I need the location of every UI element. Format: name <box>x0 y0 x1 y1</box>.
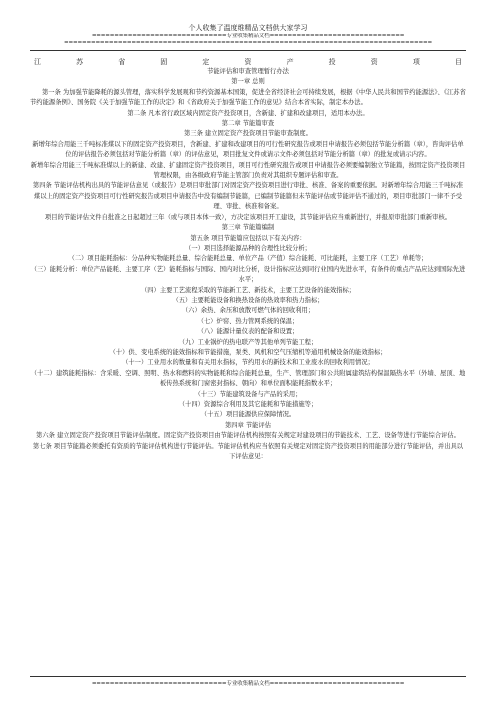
chapter-heading: 第一章 总则 <box>231 78 265 86</box>
article-paragraph: 第二条 凡本省行政区域内固定资产投资项目，含新建、扩建和改建项目，适用本办法。 <box>127 109 369 117</box>
list-item: （三）能耗分析：单位产品能耗、主要工序（艺）能耗指标与国际、国内对比分析，设计指标应达到同行业国内先进水平，有条件的重点产品应达到国际先进水平； <box>30 265 466 284</box>
article-paragraph: 第七条 项目节能篇必须委托有资质的节能评估机构进行节能评估。节能评估机构应当依照有关规定对固定资产投资项目的用能部分进行节能评估，并出具以下评估意见： <box>32 442 464 461</box>
title-char: 固 <box>160 58 168 66</box>
title-char: 产 <box>286 58 294 66</box>
chapter-heading: 第四章 节能评估 <box>224 421 272 429</box>
footer-rule-line: ==============================专业收集精品文档============================== <box>30 676 466 687</box>
article-paragraph: 第一条 为加强节能降耗的源头管理，落实科学发展观和节约资源基本国策，促进全省经济社会可持续发展，根据《中华人民共和国节约能源法》、《江苏省节约能源条例》、国务院《关于加强节能工作的决定》和《省政府关于加强节能工作的意见》结合本省实际，制定本办法。 <box>30 88 466 107</box>
body-paragraph: 项目的节能评估文件自批准之日起超过三年（或与项目本体一致），方决定该项目开工建设，其节能评估应当重新进行，并报原审批部门重新审核。 <box>44 213 452 221</box>
list-item: （十二）建筑能耗指标：含采暖、空调、照明、热水和燃料的实物能耗和综合能耗总量，生产、管理部门和公共附属建筑结构保温隔热水平（外墙、屋顶、地板传热系统和门窗密封指标、朝向）和单位面积能耗指数水平； <box>30 369 466 388</box>
header-rule-line: ==============================专业收集精品文档============================== <box>91 33 405 39</box>
title-char: 目 <box>454 58 462 66</box>
title-char: 省 <box>118 58 126 66</box>
list-item: （十五）项目能源供应保障情况。 <box>200 411 296 419</box>
list-item: （一）项目选择能源品种的合理性比较分析； <box>185 244 311 252</box>
title-char: 资 <box>244 58 252 66</box>
list-item: （十四）资源综合利用及其它能耗和节能措施等； <box>178 401 318 408</box>
list-item: （十）供、变电系统的能效指标和节能措施，泵类、风机和空气压缩机等通用机械设备的能效指标； <box>109 348 387 356</box>
title-char: 定 <box>202 58 210 66</box>
document-subtitle: 节能评估和审查管理暂行办法 <box>207 68 289 75</box>
body-paragraph: 新增年综合用能三千吨标准煤以下的固定资产投资项目，含新建、扩建和改建项目的可行性研究报告或项目申请报告必须包括节能分析篇（章），咨询评估单位的评估报告必须包括对节能分析篇（章）的评估意见，项目批复文件或请示文件必须包括对节能分析篇（章）的批复或请示内容。 <box>32 140 464 159</box>
list-item: （十三）节能建筑设备与产品的采用； <box>194 390 302 398</box>
chapter-heading: 第二章 节能篇审查 <box>221 120 275 128</box>
article-paragraph: 第三条 建立固定资产投资项目节能审查制度。 <box>184 130 312 138</box>
article-paragraph: 第四条 节能评估机构出具的节能评估意见（或报告）是项目审批部门对固定资产投资项目进行审批、核准、备案的重要依据。对新增年综合用能三千吨标准煤以上的固定资产投资项目可行性研究报告或项目申请报告中没有编制节能篇，已编制节能篇但未节能评估或节能评估不通过的，项目审批部门一律不予受理、审批、核准和备案。 <box>32 182 464 211</box>
list-item: （七）炉窑、热力管网系统的保温； <box>197 317 299 325</box>
list-item: （十一）工业用水的数量和有关用水指标，节约用水的新技术和工业废水的回收利用情况； <box>122 359 374 367</box>
header-equals-line: ================================================================================== <box>30 40 466 51</box>
title-char: 江 <box>34 58 41 66</box>
list-item: （九）工业锅炉的热电联产等其他单列节能工程； <box>178 338 318 346</box>
title-char: 资 <box>370 58 378 66</box>
title-char: 项 <box>412 58 420 66</box>
article-paragraph: 第五条 项目节能篇应包括以下有关内容： <box>190 234 306 242</box>
document-body <box>30 67 466 462</box>
list-item: （六）余热、余压和放散可燃气体的回收利用； <box>181 307 315 315</box>
list-item: （四）主要工艺流程采取的节能新工艺、新技术，主要工艺设备的能效指标； <box>140 286 356 294</box>
title-char: 苏 <box>76 58 84 66</box>
chapter-heading: 第三章 节能篇编制 <box>221 224 275 232</box>
header-title: 个人收集了温度维精品文档供大家学习 <box>188 24 308 32</box>
list-item: （二）项目能耗指标：分品种实物能耗总量、综合能耗总量、单位产品（产值）综合能耗、可比能耗，主要工序（工艺）单耗等； <box>68 255 428 263</box>
list-item: （五）主要耗能设备和换热设备的热效率和热力指标； <box>172 296 324 304</box>
list-item: （八）能源计量仪表的配备和设置； <box>197 328 299 336</box>
document-title <box>30 57 466 67</box>
article-paragraph: 第六条 建立固定资产投资项目节能评估制度。固定资产投资项目由节能评估机构按照有关规定对建设项目的节能技术、工艺、设备等进行节能综合评估。 <box>36 432 460 440</box>
body-paragraph: 新增年综合用能三千吨标准煤以上的新建、改建、扩建固定资产投资项目，项目可行性研究报告或项目申请报告必须要编制独立节能篇，按固定资产投资项目管理权限，由各级政府节能主管部门负责对其组织专题评估和审查。 <box>30 161 466 180</box>
title-char: 投 <box>328 58 336 66</box>
